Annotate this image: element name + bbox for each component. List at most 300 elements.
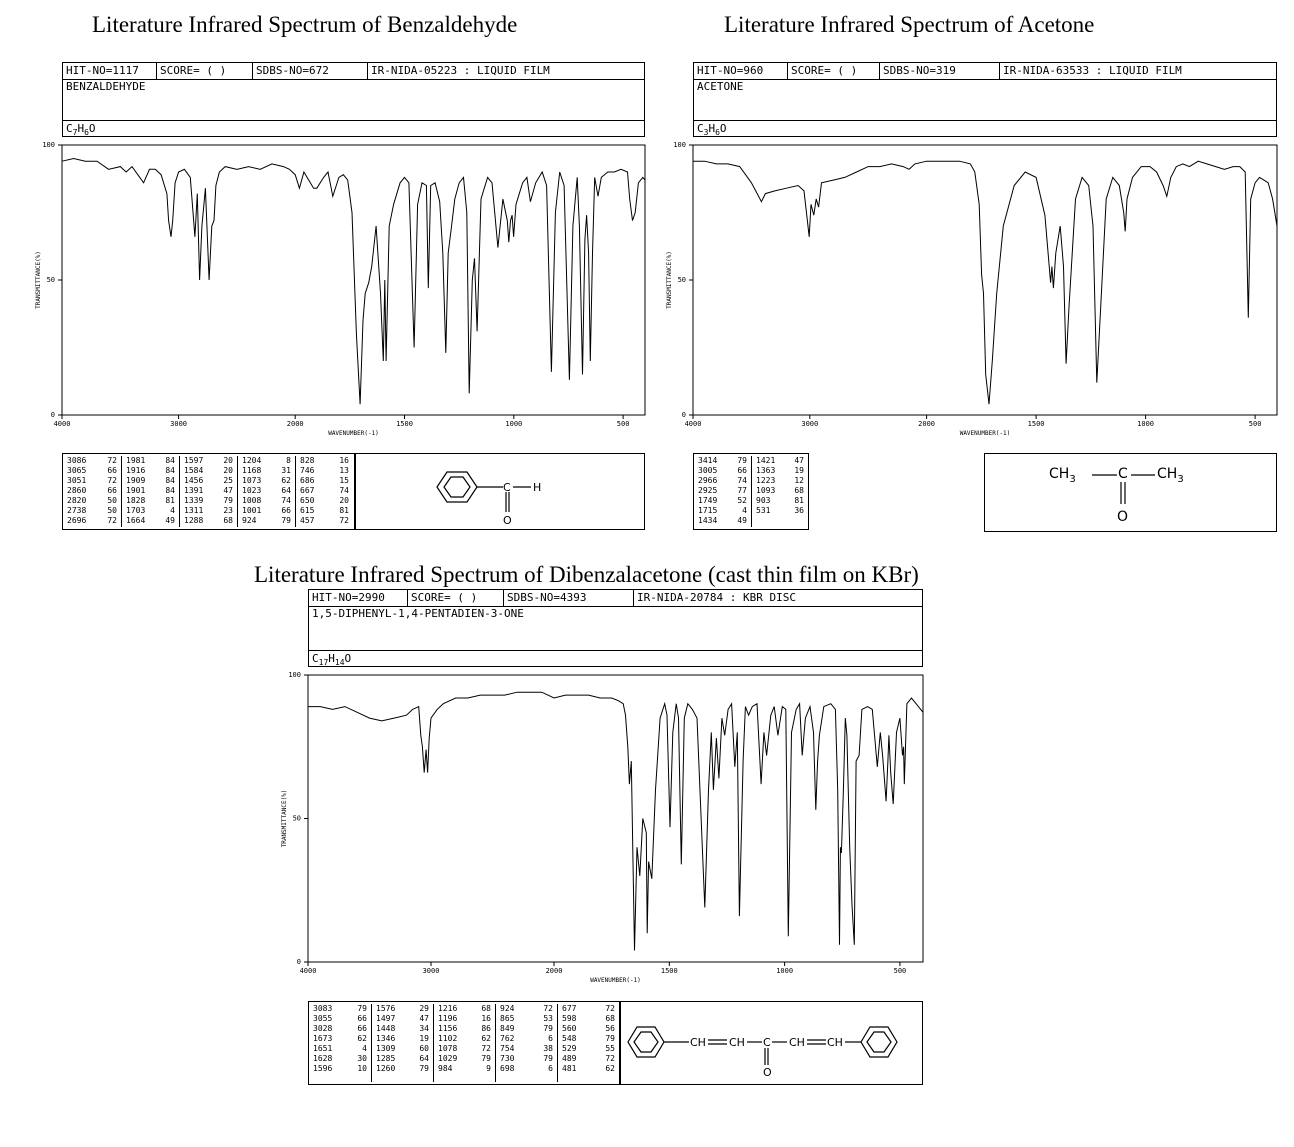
- formula-part: C: [66, 122, 73, 135]
- peak-entry: [694, 506, 751, 516]
- peak-transmittance: 13: [339, 466, 349, 475]
- peak-transmittance: 64: [419, 1054, 429, 1063]
- peak-entry: [238, 466, 295, 476]
- peak-column: [557, 1004, 619, 1082]
- peak-wavenumber: 3065: [67, 466, 87, 475]
- x-axis-label: WAVENUMBER(-1): [590, 977, 641, 984]
- y-axis-label: TRANSMITTANCE(%): [35, 251, 42, 309]
- peak-transmittance: 68: [481, 1004, 491, 1013]
- peak-entry: [372, 1024, 433, 1034]
- score: SCORE= ( ): [787, 63, 879, 79]
- peak-transmittance: 81: [165, 496, 175, 505]
- ir-code: IR-NIDA-20784 : KBR DISC: [633, 590, 922, 606]
- peak-entry: [372, 1004, 433, 1014]
- header-row: [63, 63, 644, 80]
- peak-wavenumber: 1223: [756, 476, 776, 485]
- peak-transmittance: 15: [339, 476, 349, 485]
- peak-wavenumber: 2966: [698, 476, 718, 485]
- peak-wavenumber: 698: [500, 1064, 515, 1073]
- peak-entry: [434, 1014, 495, 1024]
- ch3-right: [1157, 466, 1184, 485]
- spectrum-chart-benzaldehyde: [28, 138, 653, 440]
- peak-wavenumber: 481: [562, 1064, 577, 1073]
- peak-transmittance: 10: [357, 1064, 367, 1073]
- peak-column: [179, 456, 237, 527]
- peak-wavenumber: 1346: [376, 1034, 396, 1043]
- peak-entry: [434, 1024, 495, 1034]
- x-axis-label: WAVENUMBER(-1): [328, 430, 379, 437]
- peak-entry: [296, 506, 353, 516]
- peak-transmittance: 79: [481, 1054, 491, 1063]
- peak-wavenumber: 1901: [126, 486, 146, 495]
- peak-transmittance: 72: [339, 516, 349, 525]
- peak-transmittance: 8: [286, 456, 291, 465]
- peak-transmittance: 72: [543, 1004, 553, 1013]
- peak-entry: [63, 516, 121, 526]
- peak-entry: [63, 456, 121, 466]
- spectrum-chart-acetone: [658, 138, 1283, 440]
- benzene-ring-right: [861, 1027, 897, 1057]
- peak-transmittance: 23: [223, 506, 233, 515]
- y-tick-label: 50: [677, 276, 686, 284]
- ir-code: IR-NIDA-05223 : LIQUID FILM: [367, 63, 644, 79]
- atom-o: O: [1117, 509, 1129, 525]
- x-tick-label: 500: [893, 967, 907, 975]
- peak-wavenumber: 903: [756, 496, 771, 505]
- peak-entry: [180, 516, 237, 526]
- peak-transmittance: 12: [794, 476, 804, 485]
- peak-wavenumber: 730: [500, 1054, 515, 1063]
- title-dibenzalacetone: Literature Infrared Spectrum of Dibenzalacetone (cast thin film on KBr): [254, 562, 919, 587]
- header-row: [694, 63, 1276, 80]
- peak-entry: [122, 456, 179, 466]
- formula-part: O: [88, 122, 96, 135]
- peak-entry: [694, 516, 751, 526]
- peak-transmittance: 81: [339, 506, 349, 515]
- peak-entry: [372, 1014, 433, 1024]
- peak-entry: [694, 466, 751, 476]
- peak-entry: [752, 496, 808, 506]
- peak-entry: [238, 516, 295, 526]
- peak-wavenumber: 2860: [67, 486, 87, 495]
- peak-transmittance: 50: [107, 496, 117, 505]
- title-benzaldehyde: Literature Infrared Spectrum of Benzaldehyde: [92, 12, 518, 37]
- peak-wavenumber: 1029: [438, 1054, 458, 1063]
- y-tick-label: 50: [46, 276, 55, 284]
- x-tick-label: 4000: [684, 420, 702, 428]
- peak-transmittance: 66: [357, 1014, 367, 1023]
- peak-entry: [296, 516, 353, 526]
- peak-wavenumber: 849: [500, 1024, 515, 1033]
- peak-wavenumber: 3086: [67, 456, 87, 465]
- peak-entry: [434, 1044, 495, 1054]
- atom-o: O: [763, 1066, 772, 1079]
- peak-transmittance: 68: [223, 516, 233, 525]
- peak-transmittance: 79: [281, 516, 291, 525]
- formula-sub: 14: [334, 658, 345, 668]
- peak-transmittance: 79: [543, 1024, 553, 1033]
- peak-wavenumber: 1311: [184, 506, 204, 515]
- peak-entry: [296, 496, 353, 506]
- peak-column: [495, 1004, 557, 1082]
- peak-transmittance: 72: [605, 1004, 615, 1013]
- peak-transmittance: 4: [362, 1044, 367, 1053]
- x-tick-label: 1000: [1137, 420, 1155, 428]
- header-dibenzalacetone: [308, 589, 923, 667]
- peak-wavenumber: 1673: [313, 1034, 333, 1043]
- x-tick-label: 500: [1248, 420, 1262, 428]
- peak-wavenumber: 2820: [67, 496, 87, 505]
- peak-entry: [309, 1064, 371, 1074]
- peak-transmittance: 49: [165, 516, 175, 525]
- peak-wavenumber: 1204: [242, 456, 262, 465]
- peak-wavenumber: 924: [500, 1004, 515, 1013]
- peak-wavenumber: 548: [562, 1034, 577, 1043]
- peak-transmittance: 4: [170, 506, 175, 515]
- peak-entry: [180, 456, 237, 466]
- peak-wavenumber: 3414: [698, 456, 718, 465]
- peak-entry: [558, 1064, 619, 1074]
- peak-column: [237, 456, 295, 527]
- formula-sub: 6: [84, 128, 89, 138]
- peak-wavenumber: 3005: [698, 466, 718, 475]
- peak-wavenumber: 828: [300, 456, 315, 465]
- peak-transmittance: 64: [281, 486, 291, 495]
- y-tick-label: 0: [681, 411, 686, 419]
- peak-entry: [63, 466, 121, 476]
- compound-name: 1,5-DIPHENYL-1,4-PENTADIEN-3-ONE: [312, 607, 524, 620]
- peak-transmittance: 47: [794, 456, 804, 465]
- peak-entry: [309, 1054, 371, 1064]
- peak-transmittance: 68: [794, 486, 804, 495]
- peak-entry: [694, 456, 751, 466]
- peak-entry: [180, 466, 237, 476]
- y-tick-label: 0: [50, 411, 55, 419]
- peak-transmittance: 79: [223, 496, 233, 505]
- peak-entry: [63, 486, 121, 496]
- peak-transmittance: 66: [737, 466, 747, 475]
- peak-entry: [296, 466, 353, 476]
- peak-wavenumber: 1285: [376, 1054, 396, 1063]
- peak-entry: [63, 476, 121, 486]
- peak-transmittance: 66: [281, 506, 291, 515]
- peak-wavenumber: 650: [300, 496, 315, 505]
- peak-transmittance: 74: [737, 476, 747, 485]
- molecular-formula: [63, 120, 644, 136]
- peak-transmittance: 81: [794, 496, 804, 505]
- peak-entry: [558, 1034, 619, 1044]
- structure-acetone: [984, 453, 1277, 532]
- peak-transmittance: 49: [737, 516, 747, 525]
- peak-wavenumber: 1597: [184, 456, 204, 465]
- structure-benzaldehyde: [355, 453, 645, 530]
- peak-entry: [694, 486, 751, 496]
- score: SCORE= ( ): [407, 590, 503, 606]
- peak-wavenumber: 1584: [184, 466, 204, 475]
- peak-entry: [309, 1004, 371, 1014]
- formula-sub: 3: [703, 128, 709, 138]
- peak-wavenumber: 1309: [376, 1044, 396, 1053]
- peak-wavenumber: 1576: [376, 1004, 396, 1013]
- peak-entry: [372, 1034, 433, 1044]
- peak-wavenumber: 3051: [67, 476, 87, 485]
- peak-wavenumber: 531: [756, 506, 771, 515]
- peak-column: [433, 1004, 495, 1082]
- spectrum-line: [693, 161, 1277, 404]
- peak-wavenumber: 1596: [313, 1064, 333, 1073]
- peak-transmittance: 62: [481, 1034, 491, 1043]
- y-tick-label: 0: [296, 958, 301, 966]
- peak-entry: [496, 1064, 557, 1074]
- peak-wavenumber: 1703: [126, 506, 146, 515]
- peak-wavenumber: 1651: [313, 1044, 333, 1053]
- peak-entry: [180, 476, 237, 486]
- peak-entry: [372, 1064, 433, 1074]
- peak-entry: [434, 1034, 495, 1044]
- peak-entry: [694, 496, 751, 506]
- y-tick-label: 100: [42, 141, 55, 149]
- hit-number: HIT-NO=960: [697, 64, 764, 77]
- peak-transmittance: 53: [543, 1014, 553, 1023]
- peak-wavenumber: 1339: [184, 496, 204, 505]
- ch-text: CH: [1049, 466, 1070, 482]
- peak-wavenumber: 598: [562, 1014, 577, 1023]
- spectrum-line: [62, 159, 645, 405]
- formula-part: H: [328, 652, 335, 665]
- peak-transmittance: 20: [223, 466, 233, 475]
- peak-transmittance: 74: [281, 496, 291, 505]
- plot-frame: [62, 145, 645, 415]
- peak-column: [295, 456, 353, 527]
- peak-entry: [122, 496, 179, 506]
- peak-transmittance: 66: [107, 486, 117, 495]
- header-acetone: [693, 62, 1277, 137]
- x-tick-label: 500: [616, 420, 630, 428]
- peak-transmittance: 52: [737, 496, 747, 505]
- peak-wavenumber: 560: [562, 1024, 577, 1033]
- y-tick-label: 50: [292, 814, 301, 823]
- peak-transmittance: 56: [605, 1024, 615, 1033]
- molecular-formula: [694, 120, 1276, 136]
- peak-entry: [558, 1024, 619, 1034]
- peak-column: [121, 456, 179, 527]
- peak-wavenumber: 1102: [438, 1034, 458, 1043]
- peak-transmittance: 38: [543, 1044, 553, 1053]
- plot-frame: [308, 675, 923, 962]
- formula-sub: 7: [72, 128, 78, 138]
- formula-part: H: [77, 122, 85, 135]
- peak-wavenumber: 1093: [756, 486, 776, 495]
- peak-transmittance: 79: [737, 456, 747, 465]
- peak-wavenumber: 1421: [756, 456, 776, 465]
- peak-entry: [752, 506, 808, 516]
- peak-wavenumber: 1981: [126, 456, 146, 465]
- benzene-ring: [437, 472, 477, 502]
- x-tick-label: 1500: [660, 967, 678, 975]
- peak-transmittance: 84: [165, 456, 175, 465]
- x-tick-label: 4000: [53, 420, 71, 428]
- atom-h: H: [533, 481, 542, 494]
- peak-entry: [496, 1004, 557, 1014]
- peak-wavenumber: 984: [438, 1064, 453, 1073]
- peak-table-benzaldehyde: [62, 453, 355, 530]
- peak-transmittance: 16: [339, 456, 349, 465]
- peak-entry: [122, 486, 179, 496]
- peak-transmittance: 79: [605, 1034, 615, 1043]
- peak-transmittance: 29: [419, 1004, 429, 1013]
- ch-text: CH: [1157, 466, 1178, 482]
- peak-wavenumber: 1168: [242, 466, 262, 475]
- peak-column: [694, 456, 751, 527]
- peak-entry: [63, 496, 121, 506]
- atom-c: C: [1118, 466, 1128, 482]
- peak-entry: [752, 476, 808, 486]
- peak-entry: [180, 486, 237, 496]
- peak-transmittance: 4: [742, 506, 747, 515]
- peak-wavenumber: 615: [300, 506, 315, 515]
- peak-transmittance: 47: [223, 486, 233, 495]
- peak-wavenumber: 2696: [67, 516, 87, 525]
- peak-entry: [496, 1034, 557, 1044]
- peak-wavenumber: 762: [500, 1034, 515, 1043]
- x-tick-label: 1000: [505, 420, 523, 428]
- subscript: 3: [1069, 474, 1076, 485]
- peak-wavenumber: 1260: [376, 1064, 396, 1073]
- peak-entry: [122, 476, 179, 486]
- peak-wavenumber: 1073: [242, 476, 262, 485]
- peak-column: [309, 1004, 371, 1082]
- peak-entry: [752, 466, 808, 476]
- peak-wavenumber: 1628: [313, 1054, 333, 1063]
- x-tick-label: 2000: [286, 420, 304, 428]
- peak-entry: [238, 506, 295, 516]
- formula-sub: 6: [715, 128, 720, 138]
- peak-column: [751, 456, 808, 527]
- peak-transmittance: 72: [107, 476, 117, 485]
- peak-transmittance: 60: [419, 1044, 429, 1053]
- peak-wavenumber: 2738: [67, 506, 87, 515]
- peak-transmittance: 79: [357, 1004, 367, 1013]
- peak-wavenumber: 3055: [313, 1014, 333, 1023]
- hit-number: HIT-NO=1117: [66, 64, 139, 77]
- peak-wavenumber: 746: [300, 466, 315, 475]
- peak-transmittance: 72: [481, 1044, 491, 1053]
- peak-entry: [496, 1024, 557, 1034]
- peak-transmittance: 19: [419, 1034, 429, 1043]
- peak-transmittance: 62: [357, 1034, 367, 1043]
- header-benzaldehyde: [62, 62, 645, 137]
- peak-wavenumber: 3028: [313, 1024, 333, 1033]
- ch3-left: [1049, 466, 1076, 485]
- peak-wavenumber: 1391: [184, 486, 204, 495]
- peak-transmittance: 25: [223, 476, 233, 485]
- atom-c: C: [503, 481, 511, 494]
- hit-number: HIT-NO=2990: [312, 591, 385, 604]
- structure-dibenzalacetone: [620, 1001, 923, 1085]
- peak-entry: [238, 456, 295, 466]
- peak-entry: [309, 1044, 371, 1054]
- x-tick-label: 1000: [776, 967, 794, 975]
- peak-entry: [238, 486, 295, 496]
- peak-entry: [558, 1014, 619, 1024]
- peak-wavenumber: 3083: [313, 1004, 333, 1013]
- x-tick-label: 2000: [545, 967, 563, 975]
- peak-transmittance: 9: [486, 1064, 491, 1073]
- peak-wavenumber: 1023: [242, 486, 262, 495]
- formula-part: C: [697, 122, 704, 135]
- peak-entry: [372, 1044, 433, 1054]
- peak-entry: [238, 476, 295, 486]
- peak-wavenumber: 1715: [698, 506, 718, 515]
- peak-transmittance: 86: [481, 1024, 491, 1033]
- peak-entry: [122, 466, 179, 476]
- peak-wavenumber: 1434: [698, 516, 718, 525]
- peak-transmittance: 66: [107, 466, 117, 475]
- ch-4: CH: [827, 1036, 843, 1049]
- peak-column: [63, 456, 121, 527]
- formula-part: C: [312, 652, 319, 665]
- peak-entry: [434, 1004, 495, 1014]
- ch-2: CH: [729, 1036, 745, 1049]
- peak-wavenumber: 1456: [184, 476, 204, 485]
- peak-entry: [122, 516, 179, 526]
- peak-wavenumber: 1448: [376, 1024, 396, 1033]
- peak-transmittance: 19: [794, 466, 804, 475]
- peak-transmittance: 62: [281, 476, 291, 485]
- peak-transmittance: 79: [543, 1054, 553, 1063]
- peak-wavenumber: 1196: [438, 1014, 458, 1023]
- peak-entry: [434, 1054, 495, 1064]
- formula-part: H: [708, 122, 716, 135]
- molecular-formula: [309, 650, 922, 666]
- peak-entry: [372, 1054, 433, 1064]
- ch-3: CH: [789, 1036, 805, 1049]
- subscript: 3: [1177, 474, 1184, 485]
- peak-column: [371, 1004, 433, 1082]
- peak-entry: [434, 1064, 495, 1074]
- formula-part: O: [344, 652, 352, 665]
- peak-transmittance: 72: [107, 456, 117, 465]
- peak-transmittance: 55: [605, 1044, 615, 1053]
- peak-entry: [694, 476, 751, 486]
- peak-transmittance: 36: [794, 506, 804, 515]
- peak-entry: [180, 496, 237, 506]
- sdbs-number: SDBS-NO=672: [252, 63, 367, 79]
- peak-transmittance: 16: [481, 1014, 491, 1023]
- peak-entry: [238, 496, 295, 506]
- y-tick-label: 100: [288, 671, 301, 679]
- spectrum-chart-dibenzalacetone: [272, 668, 930, 984]
- sdbs-number: SDBS-NO=319: [879, 63, 999, 79]
- ir-code: IR-NIDA-63533 : LIQUID FILM: [999, 63, 1276, 79]
- formula-sub: 17: [318, 658, 329, 668]
- peak-wavenumber: 1156: [438, 1024, 458, 1033]
- peak-transmittance: 47: [419, 1014, 429, 1023]
- peak-wavenumber: 1497: [376, 1014, 396, 1023]
- header-row: [309, 590, 922, 607]
- peak-wavenumber: 1909: [126, 476, 146, 485]
- peak-transmittance: 74: [339, 486, 349, 495]
- spectrum-line: [308, 692, 923, 950]
- peak-transmittance: 6: [548, 1034, 553, 1043]
- peak-entry: [752, 456, 808, 466]
- peak-table-dibenzalacetone: [308, 1001, 620, 1085]
- peak-transmittance: 20: [339, 496, 349, 505]
- ch-1: CH: [690, 1036, 706, 1049]
- peak-entry: [180, 506, 237, 516]
- title-acetone: Literature Infrared Spectrum of Acetone: [724, 12, 1095, 37]
- peak-entry: [309, 1034, 371, 1044]
